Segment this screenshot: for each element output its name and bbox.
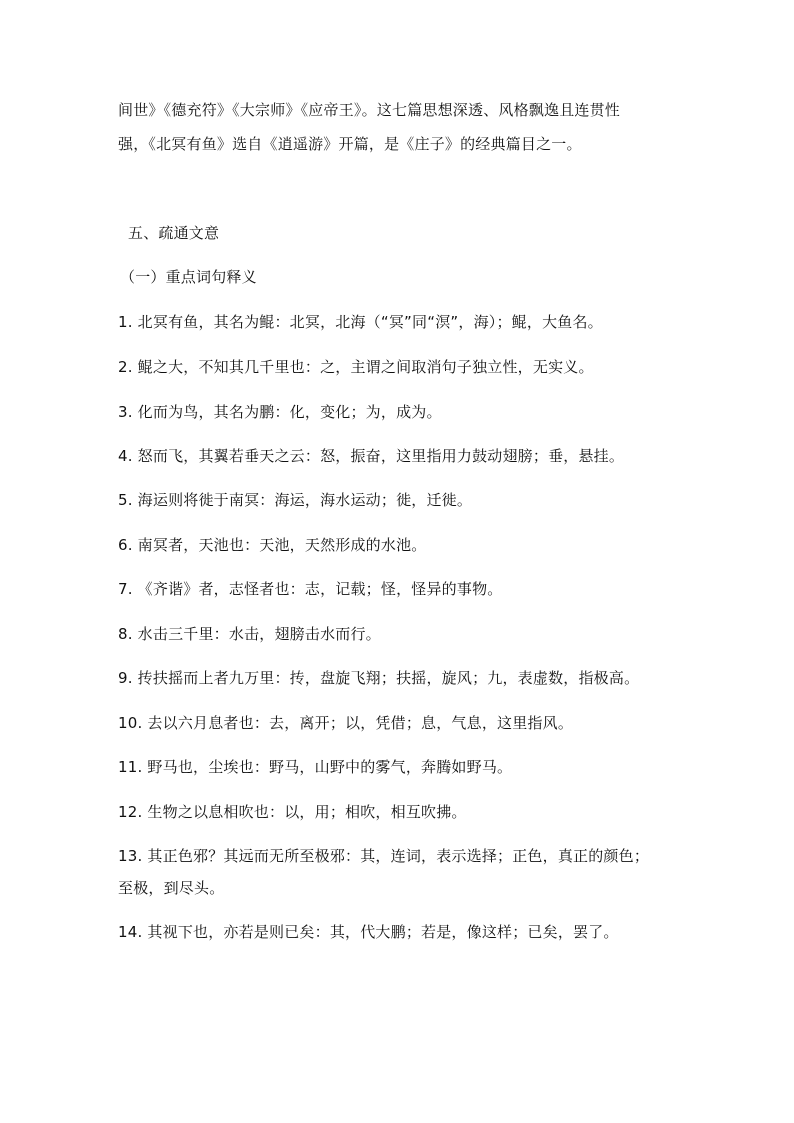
- list-item: 9. 抟扶摇而上者九万里：抟，盘旋飞翔；扶摇，旋风；九，表虚数，指极高。: [118, 669, 640, 687]
- list-item: 11. 野马也，尘埃也：野马，山野中的雾气，奔腾如野马。: [118, 758, 513, 776]
- list-item: 6. 南冥者，天池也：天池，天然形成的水池。: [118, 536, 427, 554]
- list-item: 7. 《齐谐》者，志怪者也：志，记载；怪，怪异的事物。: [118, 580, 503, 598]
- section-title: 五、疏通文意: [128, 224, 220, 242]
- list-item: 1. 北冥有鱼，其名为鲲：北冥，北海（“冥”同“溟”，海）；鲲，大鱼名。: [118, 313, 603, 331]
- list-item: 4. 怒而飞，其翼若垂天之云：怒，振奋，这里指用力鼓动翅膀；垂，悬挂。: [118, 447, 625, 465]
- list-item: 5. 海运则将徙于南冥：海运，海水运动；徙，迁徙。: [118, 491, 473, 509]
- section-subtitle: （一）重点词句释义: [120, 268, 257, 286]
- list-item-continuation: 至极，到尽头。: [118, 879, 225, 897]
- list-item: 8. 水击三千里：水击，翅膀击水而行。: [118, 625, 381, 643]
- list-item: 10. 去以六月息者也：去，离开；以，凭借；息，气息，这里指风。: [118, 714, 574, 732]
- list-item: 3. 化而为鸟，其名为鹏：化，变化；为，成为。: [118, 403, 442, 421]
- intro-line-1: 间世》《德充符》《大宗师》《应帝王》。这七篇思想深透、风格飘逸且连贯性: [118, 101, 621, 119]
- list-item: 13. 其正色邪？其远而无所至极邪：其，连词，表示选择；正色，真正的颜色；: [118, 847, 650, 865]
- list-item: 2. 鲲之大，不知其几千里也：之，主谓之间取消句子独立性，无实义。: [118, 358, 594, 376]
- list-item: 14. 其视下也，亦若是则已矣：其，代大鹏；若是，像这样；已矣，罢了。: [118, 923, 619, 941]
- intro-line-2: 强，《北冥有鱼》选自《逍遥游》开篇，是《庄子》的经典篇目之一。: [118, 135, 582, 153]
- list-item: 12. 生物之以息相吹也：以，用；相吹，相互吹拂。: [118, 803, 467, 821]
